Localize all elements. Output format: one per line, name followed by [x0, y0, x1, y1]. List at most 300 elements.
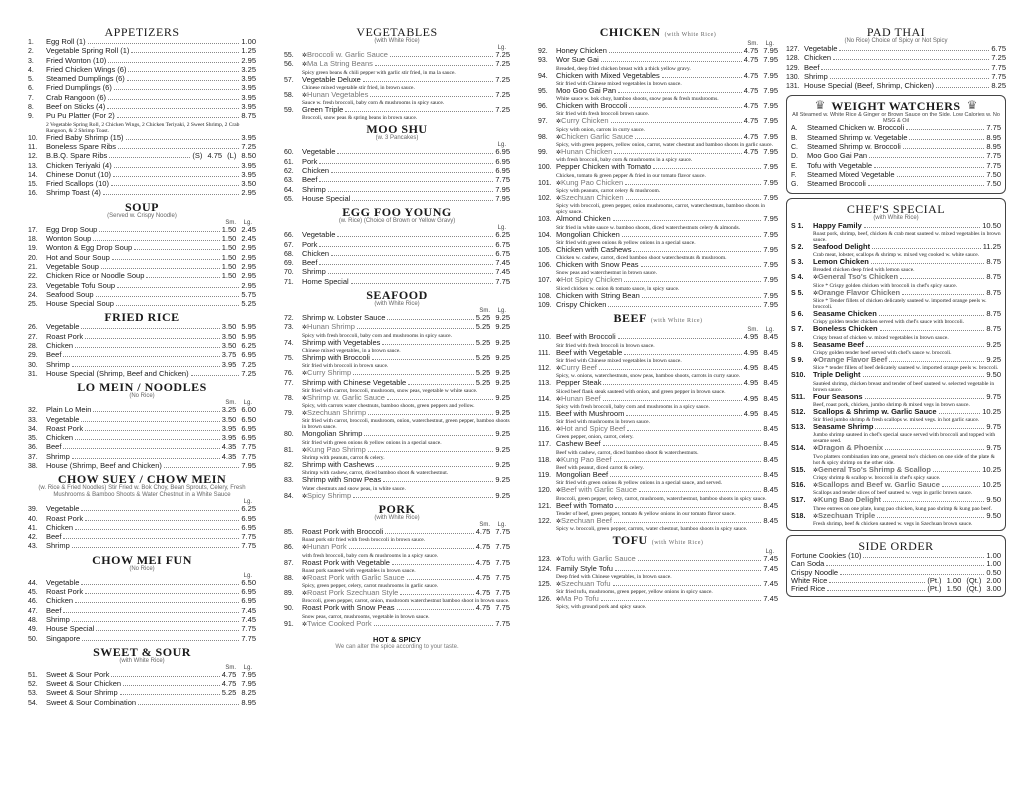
section-subtitle: (No Rice) Choice of Spicy or Not Spicy — [844, 38, 948, 44]
section-title: APPETIZERS — [104, 25, 180, 39]
spicy-icon: ✲ — [556, 396, 562, 403]
item-description: Slice * tender fillets of beef delicately sauteed w. imported orange peels w. broccoli. — [813, 365, 999, 372]
item-number: 77. — [284, 379, 294, 387]
item-price: 1.50 2.45 — [221, 224, 256, 234]
item-name: Four Seasons — [813, 391, 863, 401]
item-name: Szechuan Shrimp — [307, 408, 367, 418]
item-number: 110. — [538, 334, 552, 342]
item-price: 7.45 — [495, 267, 510, 277]
section-subtitle: (with White Rice) — [119, 657, 165, 664]
item-number: 96. — [538, 103, 548, 111]
item-price: 7.25 — [495, 105, 510, 115]
dot-leader — [63, 538, 239, 539]
dot-leader — [869, 157, 984, 158]
item-name: Chicken with Mixed Vegetables — [556, 70, 660, 80]
size-header: Sm. Lg. — [479, 308, 506, 315]
item-price: 8.75 — [986, 309, 1001, 319]
item-price: 7.25 — [495, 89, 510, 99]
dot-leader — [108, 62, 239, 63]
item-price: 7.95 — [763, 162, 778, 172]
dot-leader — [328, 191, 494, 192]
dot-leader — [331, 255, 493, 256]
item-number: 68. — [284, 250, 294, 258]
dot-leader — [368, 451, 494, 452]
item-number: 26. — [28, 324, 38, 332]
item-number: 1. — [28, 39, 34, 46]
section-title: SIDE ORDER — [858, 538, 934, 553]
item-name: House Special — [302, 193, 351, 203]
item-number: 63. — [284, 177, 294, 185]
dot-leader — [603, 400, 742, 401]
menu-item — [538, 231, 778, 240]
dot-leader — [331, 172, 493, 173]
dot-leader — [874, 167, 984, 168]
item-name: Can Soda — [791, 559, 825, 569]
section-subtitle: (w. Rice) (Choice of Brown or Yellow Gravy) — [338, 218, 456, 225]
item-name: Pu Pu Platter (For 2) — [46, 111, 115, 121]
item-description: Roast pork stir fried with fresh broccoli in brown sauce. — [302, 537, 426, 544]
dot-leader — [863, 557, 984, 558]
size-header: Sm. Lg. — [747, 41, 774, 47]
item-name: Hunan Vegetables — [307, 89, 369, 99]
spicy-icon: ✲ — [813, 275, 819, 282]
item-name: Beef — [46, 532, 62, 542]
section-title-text: BEEF — [613, 311, 647, 326]
item-description: Spicy with peanuts, carrot celery & mushroom. — [556, 187, 661, 194]
item-description: Crispy breast of chicken w. mixed vegetables in brown sauce. — [813, 334, 949, 341]
item-name: Shrimp with Vegetables — [302, 337, 381, 347]
item-name: Beef on Sticks (4) — [46, 102, 106, 112]
dot-leader — [610, 476, 761, 477]
item-description: Stir fried with green onions & yellow onions in a special sauce. — [302, 439, 442, 446]
dot-leader — [839, 50, 989, 51]
section-title: LO MEIN / NOODLES — [77, 380, 207, 395]
item-number: 20. — [28, 254, 38, 262]
item-name: Hunan Chicken — [561, 147, 613, 157]
item-number: 46. — [28, 598, 38, 606]
dot-leader — [642, 297, 762, 298]
menu-item — [538, 349, 778, 358]
item-number: 70. — [284, 269, 294, 277]
menu-column-2 — [284, 24, 510, 807]
spicy-icon: ✲ — [302, 591, 308, 598]
item-number: 128. — [786, 55, 800, 63]
item-description: Chinese mixed vegetable stir fried, in brown sauce. — [302, 84, 415, 91]
item-price: 4.75 7.75 — [475, 526, 510, 536]
item-price: 8.95 — [241, 697, 256, 707]
item-number: 99. — [538, 149, 548, 157]
menu-item — [284, 461, 510, 470]
section-subtitle: (with White Rice) — [651, 540, 704, 547]
item-number: 102. — [538, 194, 552, 202]
menu-item — [538, 261, 778, 270]
menu-item — [284, 543, 510, 552]
menu-item — [284, 76, 510, 85]
item-price: 6.75 — [495, 239, 510, 249]
dot-leader — [624, 354, 741, 355]
spicy-icon: ✲ — [556, 581, 562, 588]
item-price: 1.00 — [986, 550, 1001, 560]
item-name: Fried Baby Shrimp (15) — [46, 132, 124, 142]
dot-leader — [627, 430, 761, 431]
spicy-icon: ✲ — [556, 518, 562, 525]
dot-leader — [387, 399, 493, 400]
item-name: House (Shrimp, Beef and Chicken) — [46, 460, 162, 470]
dot-leader — [599, 369, 742, 370]
item-name: Shrimp with Chinese Vegetable — [302, 377, 407, 387]
dot-leader — [830, 78, 990, 79]
dot-leader — [337, 153, 493, 154]
menu-item — [28, 462, 256, 471]
item-number: 2. — [28, 48, 34, 56]
item-number: 64. — [284, 186, 294, 194]
item-price: 7.75 — [991, 62, 1006, 72]
dot-leader — [75, 439, 220, 440]
item-name: Shrimp with Broccoli — [302, 352, 370, 362]
menu-item — [28, 524, 256, 533]
item-price: 7.75 — [986, 123, 1001, 133]
item-number: 51. — [28, 671, 38, 679]
item-price: 2.95 — [241, 280, 256, 290]
item-description: Stir fried with green onions & yellow onions in a special sauce, and served. — [556, 480, 723, 487]
item-name: Spicy Shrimp — [307, 490, 352, 500]
item-price: 3.95 — [241, 169, 256, 179]
item-number: 23. — [28, 282, 38, 290]
item-name: Chicken with Broccoli — [556, 101, 628, 111]
dot-leader — [81, 421, 219, 422]
item-name: Hot and Spicy Beef — [561, 424, 626, 434]
menu-item — [284, 476, 510, 485]
dot-leader — [633, 251, 761, 252]
item-description: Beef, roast pork, chicken, jumbo shrimp & mixed vegs in brown sauce. — [813, 401, 970, 408]
dot-leader — [75, 347, 220, 348]
item-price: 4.75 7.95 — [743, 70, 778, 80]
item-description: Breaded chicken deep fried with lemon sauce. — [813, 267, 915, 274]
dot-leader — [382, 344, 473, 345]
item-name: Shrimp with Snow Peas — [302, 475, 382, 485]
spicy-icon: ✲ — [556, 365, 562, 372]
item-number: 43. — [28, 543, 38, 551]
item-price: 4.75 7.95 — [743, 116, 778, 126]
chef-hat-icon: ♛ — [966, 98, 978, 113]
item-description: Stir fried jumbo shrimp & fresh scallops w. mixed vegs. in hot garlic sauce. — [813, 417, 980, 424]
dot-leader — [63, 612, 239, 613]
item-name: Roast Pork with Vegetable — [302, 557, 390, 567]
item-name: Sweet & Sour Pork — [46, 669, 110, 679]
menu-item — [791, 180, 1001, 189]
item-price: 9.25 — [495, 408, 510, 418]
item-price: 3.95 — [241, 160, 256, 170]
menu-item — [284, 394, 510, 403]
dot-leader — [101, 268, 220, 269]
weight-watchers-header — [791, 98, 1001, 112]
item-price: 3.50 6.50 — [221, 414, 256, 424]
item-price: 4.95 8.45 — [743, 347, 778, 357]
item-price: 3.95 — [241, 74, 256, 84]
item-number: 67. — [284, 241, 294, 249]
item-description: Snow peas and waterchestnut in brown sauce. — [556, 270, 657, 277]
menu-item — [791, 585, 1001, 593]
menu-item — [284, 446, 510, 455]
item-name: Chicken with String Bean — [556, 290, 640, 300]
item-price: 7.75 — [495, 618, 510, 628]
item-number: 104. — [538, 231, 552, 239]
item-name: Shrimp w. Garlic Sauce — [307, 392, 385, 402]
side-order-box — [786, 535, 1006, 597]
item-name: Beef with Tomato — [556, 500, 614, 510]
item-price: 5.25 9.25 — [475, 337, 510, 347]
dot-leader — [883, 501, 984, 502]
item-name: Egg Roll (1) — [46, 37, 86, 46]
item-price: 6.95 — [241, 513, 256, 523]
dot-leader — [117, 117, 240, 118]
spicy-icon: ✲ — [556, 457, 562, 464]
item-number: B. — [791, 134, 798, 142]
menu-item — [538, 117, 778, 126]
item-price: 8.25 — [991, 81, 1006, 91]
item-name: Lemon Chicken — [813, 257, 869, 267]
item-price: 7.50 — [986, 169, 1001, 179]
dot-leader — [134, 249, 220, 250]
menu-item — [538, 580, 778, 589]
spicy-icon: ✲ — [302, 575, 308, 582]
menu-item — [538, 301, 778, 310]
menu-item — [538, 333, 778, 342]
item-price: 4.75 7.95 — [743, 131, 778, 141]
section-title: CHOW MEI FUN — [92, 552, 192, 567]
dot-leader — [618, 92, 742, 93]
dot-leader — [615, 507, 761, 508]
section-title: SWEET & SOUR — [93, 644, 191, 659]
section-subtitle: (No Rice) — [129, 565, 155, 572]
item-number: 115. — [538, 410, 552, 418]
menu-item — [284, 167, 510, 176]
dot-leader — [653, 168, 761, 169]
item-price: 7.45 — [763, 554, 778, 564]
menu-item — [538, 72, 778, 81]
item-price: 7.25 — [495, 59, 510, 69]
item-number: 3. — [28, 57, 34, 65]
dot-leader — [614, 522, 761, 523]
item-number: 62. — [284, 168, 294, 176]
item-price: 7.95 — [763, 275, 778, 285]
item-number: 53. — [28, 690, 38, 698]
section-title: PAD THAI — [866, 25, 926, 39]
item-price: 9.25 — [495, 429, 510, 439]
item-name: Family Style Tofu — [556, 563, 613, 573]
dot-leader — [827, 590, 925, 591]
dot-leader — [63, 356, 219, 357]
chef-hat-icon: ♛ — [814, 98, 826, 113]
dot-leader — [126, 139, 240, 140]
spicy-icon: ✲ — [556, 180, 562, 187]
item-price: 7.95 — [763, 290, 778, 300]
item-price: 4.75 7.95 — [743, 55, 778, 65]
menu-item — [284, 604, 510, 613]
item-name: Shrimp — [46, 614, 70, 624]
item-price: 4.75 7.75 — [475, 603, 510, 613]
dot-leader — [96, 296, 240, 297]
dot-leader — [85, 430, 220, 431]
item-number: 129. — [786, 64, 800, 72]
size-header: Lg. — [497, 45, 506, 51]
spicy-icon: ✲ — [813, 290, 819, 297]
item-price: 4.75 7.75 — [475, 542, 510, 552]
dot-leader — [909, 139, 984, 140]
dot-leader — [75, 529, 239, 530]
item-price: 8.45 — [763, 454, 778, 464]
dot-leader — [875, 428, 984, 429]
spicy-icon: ✲ — [302, 371, 308, 378]
menu-item — [538, 215, 778, 224]
menu-item — [28, 112, 256, 121]
item-description: Slice * Tender fillets of chicken delicately sauteed w. imported orange peels w. broccoli. — [813, 298, 987, 311]
menu-item — [284, 430, 510, 439]
item-description: Stir fried with green onions & yellow onions in a special sauce. — [556, 239, 696, 246]
section-subtitle: (w. Rice & Fried Noodles) Stir Fried w. Bok Choy, Bean Sprouts, Celery, Fresh Mushrooms & Bamboo Shoots & Water Chestnut in a White Sauce — [38, 485, 246, 499]
item-name: Broccoli w. Garlic Sauce — [307, 50, 388, 59]
menu-item — [284, 589, 510, 598]
item-price: 8.95 — [986, 132, 1001, 142]
item-number: S 4. — [791, 274, 804, 282]
item-number: S 6. — [791, 311, 804, 319]
menu-column-4 — [786, 24, 1006, 807]
item-name: Chicken — [302, 166, 330, 176]
hot-spicy-legend: HOT & SPICY — [373, 634, 421, 644]
item-name: Chicken Teriyaki (4) — [46, 160, 112, 170]
item-name: Fried Chicken Wings (6) — [46, 64, 127, 74]
item-price: 6.25 — [241, 504, 256, 514]
item-price: 4.95 8.45 — [743, 362, 778, 372]
menu-item — [284, 148, 510, 157]
item-number: 25. — [28, 301, 38, 309]
dot-leader — [364, 435, 493, 436]
menu-item — [791, 310, 1001, 319]
item-price: 3.50 5.95 — [221, 322, 256, 332]
dot-leader — [72, 458, 220, 459]
item-price: 3.95 7.25 — [221, 359, 256, 369]
item-number: E. — [791, 162, 798, 170]
item-price: 7.95 — [763, 260, 778, 270]
item-number: 108. — [538, 292, 552, 300]
size-header: Sm. Lg. — [225, 219, 252, 226]
item-name: Steamed Shrimp w. Vegetable — [807, 132, 908, 142]
item-number: 66. — [284, 232, 294, 240]
item-price: 9.25 — [495, 460, 510, 470]
item-number: 17. — [28, 226, 38, 234]
item-description: Two platters combination into one, general tso's chicken on one side of the plate & hot & spicy shrimp on the other side. — [813, 453, 995, 466]
item-number: S 7. — [791, 326, 804, 334]
item-number: S 9. — [791, 356, 804, 364]
item-price: 7.45 — [495, 258, 510, 268]
item-number: 106. — [538, 262, 552, 270]
spicy-icon: ✲ — [302, 447, 308, 454]
item-price: 6.25 — [495, 230, 510, 240]
item-number: 76. — [284, 370, 294, 378]
item-price: 6.75 — [991, 44, 1006, 53]
item-name: Crispy Chicken — [556, 300, 607, 310]
item-description: Sauce w. fresh broccoli, baby corn & mushrooms in spicy sauce. — [302, 100, 445, 107]
item-price: 5.25 8.25 — [221, 688, 256, 698]
item-name: Fortune Cookies (10) — [791, 550, 862, 560]
dot-leader — [96, 630, 239, 631]
item-number: 5. — [28, 76, 34, 84]
item-number: 101. — [538, 179, 552, 187]
item-price: 3.50 5.95 — [221, 331, 256, 341]
menu-item — [284, 106, 510, 115]
item-name: Szechuan Beef — [561, 515, 612, 525]
item-name: Shrimp with Cashews — [302, 460, 375, 470]
menu-item — [284, 528, 510, 537]
item-description: Spicy with fresh broccoli, baby corn and mushrooms in spicy sauce. — [302, 332, 452, 339]
dot-leader — [622, 236, 762, 237]
item-price: 7.75 — [986, 151, 1001, 161]
item-number: S 1. — [791, 222, 804, 230]
item-description: Spicy, with green peppers, yellow onion, carrot, water chestnut and bamboo shoots in garlic sauce. — [556, 142, 773, 149]
dot-leader — [392, 564, 474, 565]
item-number: 48. — [28, 616, 38, 624]
menu-item — [538, 194, 778, 203]
item-number: 22. — [28, 273, 38, 281]
item-description: Stir fried with fresh broccoli in brown sauce. — [556, 342, 655, 349]
item-description: Stir fried with Chinese mixed vegetables in brown sauce. — [556, 80, 682, 87]
spicy-icon: ✲ — [556, 557, 562, 564]
dot-leader — [345, 111, 493, 112]
item-price: 7.25 — [241, 141, 256, 151]
item-name: Kung Pao Shrimp — [307, 444, 366, 454]
item-name: Steamed Mixed Vegetable — [807, 169, 895, 179]
section-title — [538, 534, 778, 549]
item-name: Shrimp — [46, 451, 70, 461]
item-name: Beef — [46, 605, 62, 615]
item-number: S 3. — [791, 259, 804, 267]
item-price: 7.95 — [495, 184, 510, 194]
item-number: 107. — [538, 277, 552, 285]
item-price: 1.50 2.95 — [221, 252, 256, 262]
item-price: 7.75 — [241, 532, 256, 542]
dot-leader — [601, 600, 762, 601]
item-name: Shrimp Toast (4) — [46, 188, 101, 198]
menu-item — [284, 60, 510, 69]
item-price: 1.25 — [241, 46, 256, 56]
dot-leader — [635, 138, 742, 139]
item-number: 127. — [786, 46, 800, 53]
item-name: Roast Pork — [46, 423, 84, 433]
section-subtitle: (with White Rice) — [374, 301, 420, 308]
item-number: F. — [791, 171, 797, 179]
dot-leader — [821, 69, 989, 70]
item-description: Spicy with broccoli, green pepper, onion mushrooms, carrot, waterchestnuts, bamboo shoots in spicy sauce. — [556, 203, 766, 216]
item-name: Roast Pork Szechuan Style — [307, 588, 399, 598]
dot-leader — [351, 283, 494, 284]
menu-item — [538, 163, 778, 172]
item-name: Tofu with Garlic Sauce — [561, 554, 636, 564]
spicy-icon: ✲ — [302, 325, 308, 332]
item-name: Fried Wonton (10) — [46, 55, 107, 65]
item-description: Stir fried with mushrooms in brown sauce. — [556, 419, 650, 426]
dot-leader — [397, 609, 474, 610]
item-number: 4. — [28, 66, 34, 74]
dot-leader — [629, 107, 741, 108]
item-number: 50. — [28, 635, 38, 643]
item-price: 8.45 — [763, 439, 778, 449]
item-number: 10. — [28, 134, 38, 142]
menu-item — [538, 276, 778, 285]
item-name: Triple Delight — [813, 370, 861, 380]
item-name: Beef with Garlic Sauce — [561, 485, 637, 495]
item-name: Vegetable — [302, 147, 336, 157]
item-number: 90. — [284, 605, 294, 613]
